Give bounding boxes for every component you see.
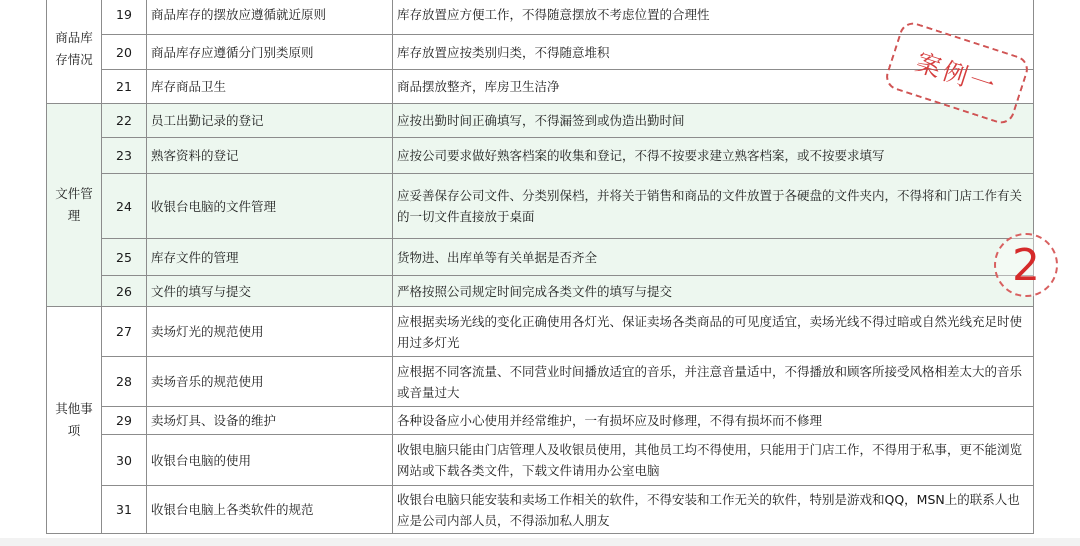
requirement-cell: 应根据卖场光线的变化正确使用各灯光、保证卖场各类商品的可见度适宜，卖场光线不得过暗或自然光线充足时使用过多灯光 (393, 307, 1034, 357)
requirement-cell: 收银台电脑只能安装和卖场工作相关的软件，不得安装和工作无关的软件，特别是游戏和QQ，MSN上的联系人也应是公司内部人员，不得添加私人朋友 (393, 486, 1034, 534)
case-stamp: 案例一 (882, 19, 1031, 127)
category-label: 文件管理 (55, 186, 93, 223)
category-cell (47, 0, 102, 104)
row-number: 26 (102, 276, 147, 307)
row-number: 31 (102, 486, 147, 534)
row-number: 21 (102, 70, 147, 104)
table-row (47, 239, 1034, 276)
row-number: 22 (102, 104, 147, 138)
item-cell: 文件的填写与提交 (147, 276, 393, 307)
requirement-cell: 库存放置应按类别归类，不得随意堆积 (393, 35, 1034, 70)
table-row (47, 138, 1034, 174)
requirement-cell: 严格按照公司规定时间完成各类文件的填写与提交 (393, 276, 1034, 307)
category-label: 商品库存情况 (55, 30, 93, 67)
item-cell: 收银台电脑的文件管理 (147, 174, 393, 239)
row-number: 19 (102, 0, 147, 35)
row-number: 25 (102, 239, 147, 276)
item-cell: 收银台电脑上各类软件的规范 (147, 486, 393, 534)
bottom-edge (0, 538, 1080, 546)
requirement-cell: 各种设备应小心使用并经常维护，一有损坏应及时修理，不得有损坏而不修理 (393, 407, 1034, 435)
table-row (47, 357, 1034, 407)
requirement-cell: 应按出勤时间正确填写，不得漏签到或伪造出勤时间 (393, 104, 1034, 138)
table-row (47, 35, 1034, 70)
item-cell: 库存文件的管理 (147, 239, 393, 276)
row-number: 30 (102, 435, 147, 486)
category-cell (47, 307, 102, 534)
requirement-cell: 收银电脑只能由门店管理人及收银员使用，其他员工均不得使用，只能用于门店工作，不得用于私事，更不能浏览网站或下载各类文件，下载文件请用办公室电脑 (393, 435, 1034, 486)
table-row (47, 276, 1034, 307)
row-number: 28 (102, 357, 147, 407)
page-number-badge: 2 (994, 233, 1058, 297)
table-row (47, 104, 1034, 138)
row-number: 27 (102, 307, 147, 357)
item-cell: 库存商品卫生 (147, 70, 393, 104)
requirement-cell: 库存放置应方便工作，不得随意摆放不考虑位置的合理性 (393, 0, 1034, 35)
requirement-cell: 应按公司要求做好熟客档案的收集和登记，不得不按要求建立熟客档案，或不按要求填写 (393, 138, 1034, 174)
requirement-cell: 应妥善保存公司文件、分类别保档，并将关于销售和商品的文件放置于各硬盘的文件夹内，不得将和门店工作有关的一切文件直接放于桌面 (393, 174, 1034, 239)
table-row (47, 407, 1034, 435)
item-cell: 卖场灯具、设备的维护 (147, 407, 393, 435)
table-row (47, 486, 1034, 534)
item-cell: 商品库存应遵循分门别类原则 (147, 35, 393, 70)
table-row (47, 0, 1034, 35)
category-label: 其他事项 (55, 401, 93, 438)
table-row (47, 307, 1034, 357)
item-cell: 商品库存的摆放应遵循就近原则 (147, 0, 393, 35)
regulation-sheet (46, 0, 1033, 534)
item-cell: 熟客资料的登记 (147, 138, 393, 174)
item-cell: 卖场音乐的规范使用 (147, 357, 393, 407)
table-row (47, 435, 1034, 486)
row-number: 24 (102, 174, 147, 239)
requirement-cell: 应根据不同客流量、不同营业时间播放适宜的音乐，并注意音量适中，不得播放和顾客所接受风格相差太大的音乐或音量过大 (393, 357, 1034, 407)
item-cell: 收银台电脑的使用 (147, 435, 393, 486)
row-number: 20 (102, 35, 147, 70)
row-number: 29 (102, 407, 147, 435)
requirement-cell: 商品摆放整齐，库房卫生洁净 (393, 70, 1034, 104)
row-number: 23 (102, 138, 147, 174)
item-cell: 员工出勤记录的登记 (147, 104, 393, 138)
requirement-cell: 货物进、出库单等有关单据是否齐全 (393, 239, 1034, 276)
table-row (47, 174, 1034, 239)
item-cell: 卖场灯光的规范使用 (147, 307, 393, 357)
category-cell (47, 104, 102, 307)
